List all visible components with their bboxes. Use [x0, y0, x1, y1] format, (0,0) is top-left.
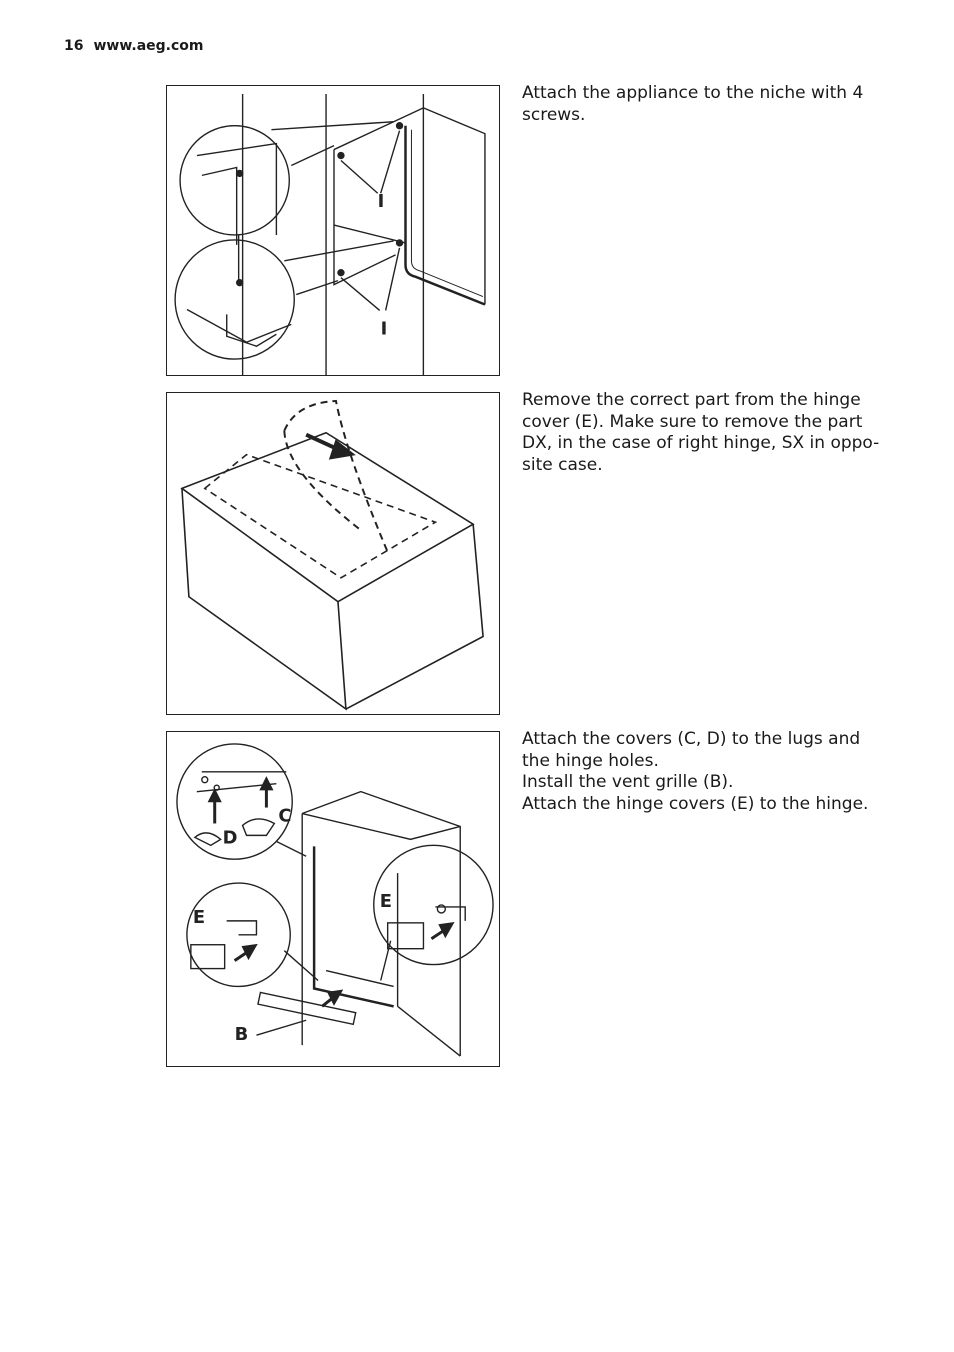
step-3-text: Attach the covers (C, D) to the lugs and the hinge holes. Install the vent grille (B). Attach the hinge covers (E) to the hinge. [522, 729, 869, 814]
label-cover-c: C [278, 805, 292, 827]
step-2-text: Remove the correct part from the hinge cover (E). Make sure to remove the part DX, in the case of right hinge, SX in oppo- site case. [522, 390, 880, 475]
page-number: 16 [64, 38, 84, 54]
illustration-niche-screws [167, 86, 499, 375]
label-vent-grille: B [234, 1024, 249, 1046]
figure-covers-vent [166, 731, 500, 1067]
label-screw-upper: I [377, 191, 385, 213]
label-cover-d: D [222, 827, 238, 849]
illustration-hinge-cover [167, 393, 499, 714]
figure-hinge-cover [166, 392, 500, 715]
figure-attach-niche [166, 85, 500, 376]
site-url: www.aeg.com [93, 38, 204, 54]
page-header [64, 38, 204, 54]
step-1-text: Attach the appliance to the niche with 4 screws. [522, 83, 864, 125]
label-screw-lower: I [380, 318, 388, 340]
label-hinge-cover-left: E [192, 906, 206, 928]
illustration-covers-vent [167, 732, 499, 1066]
label-hinge-cover-right: E [379, 890, 392, 912]
